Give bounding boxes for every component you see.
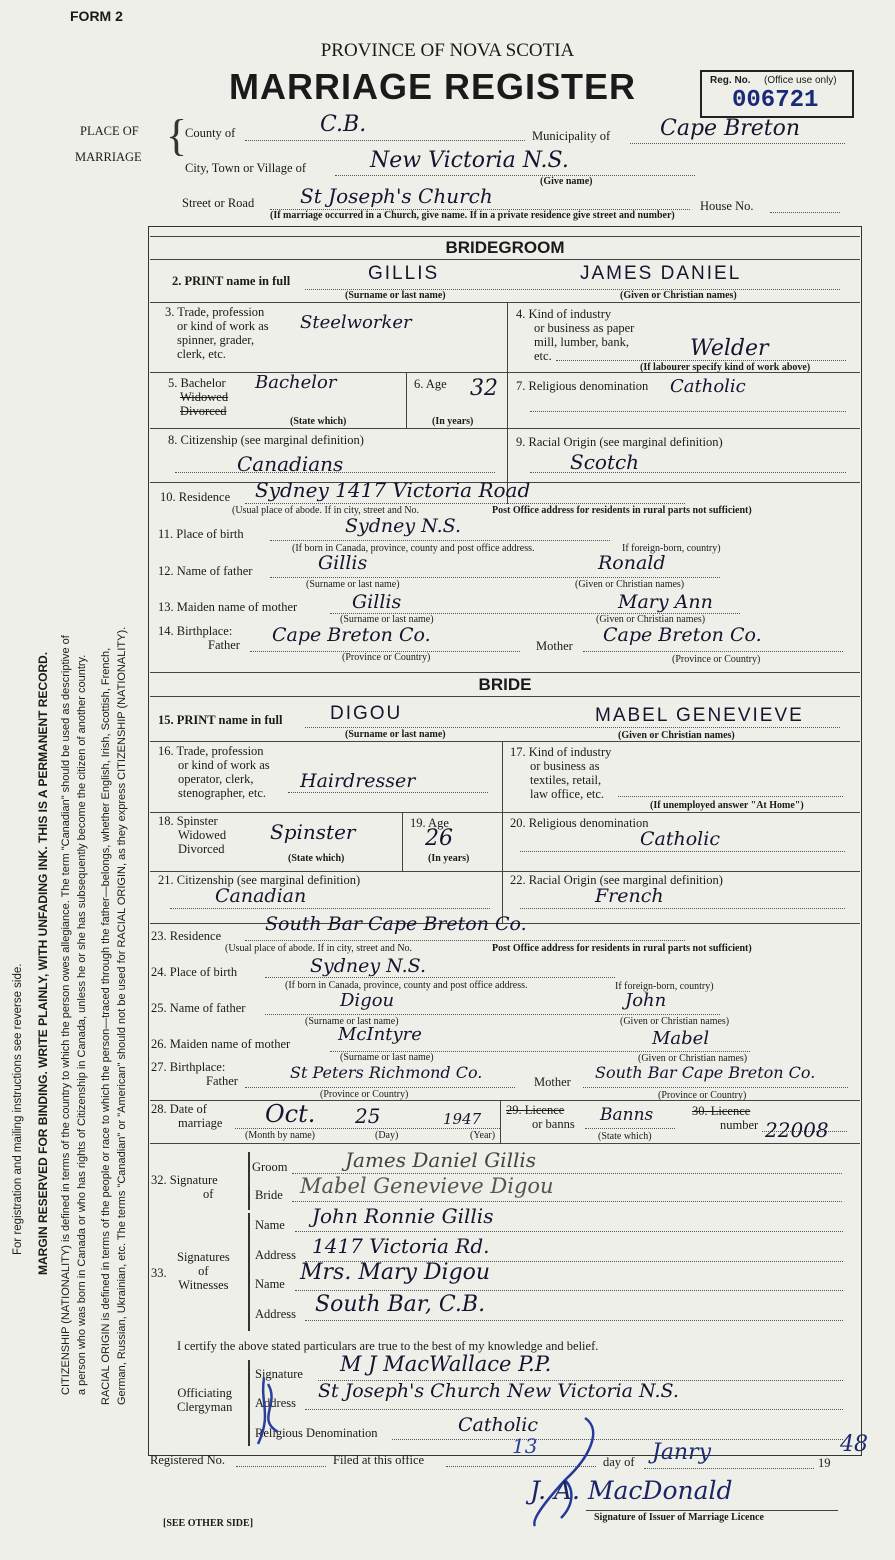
licence-number: 22008: [765, 1118, 829, 1142]
city-label: City, Town or Village of: [185, 161, 307, 175]
bride-name-line: [305, 727, 840, 728]
margin-line-2: MARGIN RESERVED FOR BINDING. WRITE PLAINLY, WITH UNFADING INK. THIS IS A PERMANENT RECORD.: [36, 651, 50, 1275]
bride-birthplace-label-2: Father: [206, 1074, 238, 1088]
marriage-day: 25: [355, 1104, 381, 1128]
bride-age: 26: [425, 826, 453, 851]
bride-mother-prov-note: (Province or Country): [658, 1090, 747, 1101]
witness2-address-line: [305, 1320, 843, 1321]
bride-religion: Catholic: [640, 828, 720, 850]
groom-origin: Scotch: [570, 450, 640, 474]
bride-surname: DIGOU: [330, 703, 403, 724]
bride-name-label-text: 15. PRINT name in full: [158, 713, 283, 727]
bride-father-label: 25. Name of father: [151, 1001, 246, 1015]
groom-citizenship: Canadians: [237, 452, 344, 476]
house-line: [770, 212, 840, 213]
bride-residence-line: [245, 940, 685, 941]
groom-birthplace-label-2: Father: [208, 638, 240, 652]
reg-number-box: [700, 70, 854, 118]
groom-status-divorced: Divorced: [180, 404, 227, 418]
bride-sig-line: [292, 1201, 842, 1202]
bride-father-surname-note: (Surname or last name): [305, 1016, 399, 1027]
groom-citizenship-line: [175, 472, 495, 473]
bride-sig-label: Bride: [255, 1188, 283, 1202]
bride-trade-line: [288, 792, 488, 793]
marriage-month: Oct.: [265, 1100, 316, 1128]
registered-label: Registered No.: [150, 1453, 225, 1467]
clergy-signature-label: Signature: [255, 1367, 303, 1381]
banns-label: [506, 1103, 575, 1131]
groom-mother-surname: Gillis: [352, 591, 402, 613]
groom-mother-label: 13. Maiden name of mother: [158, 600, 298, 614]
bride-mother-label: 26. Maiden name of mother: [151, 1037, 291, 1051]
bride-name-label: [158, 713, 282, 728]
bride-given: MABEL GENEVIEVE: [595, 705, 804, 726]
bride-status: Spinster: [270, 820, 356, 844]
county-value: C.B.: [320, 112, 367, 137]
place-label-2: MARRIAGE: [75, 150, 142, 164]
groom-father-surname-note: (Surname or last name): [306, 579, 400, 590]
groom-religion-line: [530, 411, 846, 412]
clergy-address-label: Address: [255, 1396, 296, 1410]
filed-day: 13: [512, 1434, 538, 1458]
bride-residence: South Bar Cape Breton Co.: [265, 913, 527, 935]
groom-mother-surname-note: (Surname or last name): [340, 614, 434, 625]
groom-industry-note: (If labourer specify kind of work above): [640, 362, 811, 373]
bride-birthplace-label: 24. Place of birth: [151, 965, 238, 979]
groom-industry-label-1: 4. Kind of industry: [516, 307, 612, 321]
groom-state-note: (State which): [290, 416, 347, 427]
issuer-label: Signature of Issuer of Marriage Licence: [594, 1512, 764, 1523]
bride-father-line: [265, 1014, 720, 1015]
groom-signature: James Daniel Gillis: [345, 1148, 537, 1172]
bride-age-note: (In years): [428, 853, 470, 864]
bride-status-label: [158, 814, 226, 856]
day-note: (Day): [375, 1130, 399, 1141]
signature-label: [151, 1173, 218, 1201]
witness1-address-label: Address: [255, 1248, 296, 1262]
municipality-line: [630, 143, 845, 144]
groom-given-note: (Given or Christian names): [620, 290, 737, 301]
groom-religion: Catholic: [670, 376, 746, 397]
witness1-name: John Ronnie Gillis: [312, 1204, 494, 1228]
bride-industry-line: [618, 796, 843, 797]
groom-religion-label: 7. Religious denomination: [516, 379, 649, 393]
witness2-address: South Bar, C.B.: [315, 1292, 486, 1317]
bride-birthplace-line: [265, 977, 615, 978]
bride-state-note: (State which): [288, 853, 345, 864]
county-line: [245, 140, 525, 141]
witness1-address: 1417 Victoria Rd.: [312, 1234, 490, 1258]
filed-month: Janry: [652, 1440, 712, 1465]
bride-residence-label: 23. Residence: [151, 929, 222, 943]
clergy-signature: M J MacWallace P.P.: [340, 1352, 552, 1376]
licence-number-label: number: [720, 1118, 759, 1132]
filed-month-line: [644, 1468, 814, 1469]
groom-industry-label-2: or business as paper: [534, 321, 635, 335]
groom-mother-birthplace-line: [583, 651, 843, 652]
marriage-date-label-1: 28. Date of: [151, 1102, 207, 1116]
bride-residence-note-1: (Usual place of abode. If in city, street and No.: [225, 943, 413, 954]
witness1-name-line: [295, 1231, 843, 1232]
groom-mother-given: Mary Ann: [618, 591, 713, 613]
bride-birthplace-label-1: 27. Birthplace:: [151, 1060, 226, 1074]
give-name-note: (Give name): [540, 176, 593, 187]
signature-label-2: of: [203, 1187, 214, 1201]
bride-trade: Hairdresser: [300, 770, 416, 792]
marriage-year: 1947: [443, 1110, 482, 1128]
street-value: St Joseph's Church: [300, 184, 493, 208]
groom-industry-label-3: mill, lumber, bank,: [534, 335, 629, 349]
filed-year-prefix: 19: [818, 1456, 831, 1470]
bride-parents-birthplace-label: [151, 1060, 238, 1088]
clergy-religion-line: [392, 1439, 843, 1440]
groom-residence-line: [245, 503, 685, 504]
see-other-side: [SEE OTHER SIDE]: [163, 1518, 254, 1529]
groom-trade-label-4: clerk, etc.: [177, 347, 226, 361]
bride-birthplace-note-1: (If born in Canada, province, county and post office address.: [285, 980, 528, 991]
groom-mother-prov-note: (Province or Country): [672, 654, 761, 665]
margin-line-6: German, Russian, Ukrainian, etc. The terms "Canadian" or "American" should not be used for RACIAL ORIGIN, as they express CITIZENSHIP (NATIONALITY).: [116, 626, 128, 1405]
witness-label-2: of: [198, 1264, 209, 1278]
officiating-label-1: Officiating: [177, 1386, 232, 1400]
municipality-value: Cape Breton: [660, 116, 801, 141]
blue-pen-mark: [250, 1374, 300, 1454]
groom-father-surname: Gillis: [318, 552, 368, 574]
bridegroom-heading: BRIDEGROOM: [445, 238, 565, 257]
bride-mother-birthplace: South Bar Cape Breton Co.: [595, 1063, 816, 1082]
bride-mother-birthplace-line: [583, 1087, 848, 1088]
groom-mother-birthplace-label: Mother: [536, 639, 573, 653]
groom-residence-note-1: (Usual place of abode. If in city, street and No.: [232, 505, 420, 516]
bride-origin-label: 22. Racial Origin (see marginal definition): [510, 873, 723, 887]
signature-label-1: 32. Signature: [151, 1173, 218, 1187]
bride-father-given-note: (Given or Christian names): [620, 1016, 730, 1027]
officiating-label-2: Clergyman: [177, 1400, 233, 1414]
bride-signature: Mabel Genevieve Digou: [300, 1174, 554, 1198]
groom-status-bachelor: 5. Bachelor: [168, 376, 226, 390]
bride-trade-label: [158, 744, 270, 800]
bride-trade-label-4: stenographer, etc.: [178, 786, 267, 800]
witness-label: [177, 1250, 230, 1292]
groom-age: 32: [470, 376, 498, 401]
bride-mother-given-note: (Given or Christian names): [638, 1053, 748, 1064]
groom-father-given: Ronald: [598, 552, 666, 574]
banns-label-2: or banns: [532, 1117, 575, 1131]
province-heading: PROVINCE OF NOVA SCOTIA: [320, 40, 575, 61]
certify-text: I certify the above stated particulars are true to the best of my knowledge and belief.: [177, 1339, 599, 1353]
bride-citizenship-label: 21. Citizenship (see marginal definition): [158, 873, 361, 887]
bride-origin-line: [520, 908, 845, 909]
margin-line-5: RACIAL ORIGIN is defined in terms of the people or race to which the person—traced through the father—belongs, whether English, Irish, Scottish, French,: [100, 647, 112, 1405]
groom-surname: GILLIS: [368, 263, 440, 284]
house-label: House No.: [700, 199, 754, 213]
bride-father-birthplace: St Peters Richmond Co.: [290, 1063, 483, 1082]
bride-industry-label-2: or business as: [530, 759, 600, 773]
bride-industry-label-4: law office, etc.: [530, 787, 605, 801]
bride-status-divorced: Divorced: [178, 842, 225, 856]
groom-mother-birthplace: Cape Breton Co.: [603, 624, 762, 646]
bride-mother-given: Mabel: [652, 1028, 710, 1049]
groom-age-label: 6. Age: [414, 377, 447, 391]
witness-label-3: Witnesses: [178, 1278, 229, 1292]
groom-age-note: (In years): [432, 416, 474, 427]
bride-industry-label: [510, 745, 611, 801]
licence-label: [692, 1104, 750, 1119]
street-label: Street or Road: [182, 196, 255, 210]
groom-birthplace: Sydney N.S.: [345, 515, 461, 537]
issuer-signature: J. A. MacDonald: [530, 1476, 733, 1505]
groom-parents-birthplace-label: [158, 624, 240, 652]
city-line: [335, 175, 695, 176]
bride-trade-label-3: operator, clerk,: [178, 772, 254, 786]
groom-surname-note: (Surname or last name): [345, 290, 446, 301]
bride-religion-label: 20. Religious denomination: [510, 816, 649, 830]
groom-birthplace-label-1: 14. Birthplace:: [158, 624, 233, 638]
groom-trade-label-3: spinner, grader,: [177, 333, 255, 347]
groom-mother-given-note: (Given or Christian names): [596, 614, 706, 625]
witness-number-label: 33.: [151, 1266, 167, 1280]
bride-origin: French: [595, 885, 664, 907]
bride-mother-surname: McIntyre: [338, 1024, 422, 1045]
witness-label-1: Signatures: [177, 1250, 230, 1264]
groom-trade: Steelworker: [300, 312, 412, 333]
groom-birthplace-note-2: If foreign-born, country): [622, 543, 721, 554]
bride-residence-note-2: Post Office address for residents in rural parts not sufficient): [492, 943, 752, 954]
reg-note: (Office use only): [764, 75, 837, 86]
signature-bracket: [248, 1152, 250, 1210]
margin-line-4: a person who was born in Canada or who has rights of Citizenship in Canada, unless he or she has subsequently become the citizen of another country.: [76, 654, 88, 1395]
witness2-name-label: Name: [255, 1277, 285, 1291]
banns-line: [585, 1128, 675, 1129]
groom-father-birthplace: Cape Breton Co.: [272, 624, 431, 646]
groom-industry-label: [516, 307, 634, 363]
city-value: New Victoria N.S.: [370, 148, 569, 173]
witness2-address-label: Address: [255, 1307, 296, 1321]
reg-number: 006721: [732, 87, 819, 114]
reg-label: Reg. No.: [710, 75, 751, 86]
bride-trade-label-1: 16. Trade, profession: [158, 744, 264, 758]
bride-trade-label-2: or kind of work as: [178, 758, 270, 772]
groom-status-widowed: Widowed: [180, 390, 229, 404]
place-label-1: PLACE OF: [80, 124, 139, 138]
marriage-date-label: [151, 1102, 222, 1130]
bride-citizenship-line: [170, 908, 490, 909]
bride-industry-note: (If unemployed answer "At Home"): [650, 800, 804, 811]
groom-residence-note-2: Post Office address for residents in rural parts not sufficient): [492, 505, 752, 516]
bride-father-prov-note: (Province or Country): [320, 1089, 409, 1100]
groom-origin-label: 9. Racial Origin (see marginal definition): [516, 435, 723, 449]
groom-given: JAMES DANIEL: [580, 263, 742, 284]
groom-birthplace-line: [270, 540, 610, 541]
bride-mother-birthplace-label: Mother: [534, 1075, 571, 1089]
bride-age-label: 19. Age: [410, 816, 449, 830]
bride-heading: BRIDE: [478, 675, 532, 694]
banns-state-note: (State which): [598, 1131, 652, 1142]
bride-status-widowed: Widowed: [178, 828, 227, 842]
bride-given-note: (Given or Christian names): [618, 730, 735, 741]
county-label: County of: [185, 126, 236, 140]
groom-father-prov-note: (Province or Country): [342, 652, 431, 663]
month-note: (Month by name): [245, 1130, 315, 1141]
bride-father-birthplace-line: [245, 1087, 515, 1088]
witness-bracket: [248, 1213, 250, 1331]
groom-birthplace-label: 11. Place of birth: [158, 527, 244, 541]
banns-value: Banns: [600, 1105, 654, 1125]
filed-year: 48: [840, 1432, 868, 1457]
bride-birthplace: Sydney N.S.: [310, 955, 426, 977]
groom-trade-label-1: 3. Trade, profession: [165, 305, 265, 319]
bride-industry-label-1: 17. Kind of industry: [510, 745, 612, 759]
clergy-address: St Joseph's Church New Victoria N.S.: [318, 1380, 679, 1402]
groom-residence-label: 10. Residence: [160, 490, 231, 504]
groom-status-label: [168, 376, 228, 418]
bride-birthplace-note-2: If foreign-born, country): [615, 981, 714, 992]
groom-father-given-note: (Given or Christian names): [575, 579, 685, 590]
groom-name-label: [172, 274, 290, 289]
groom-trade-label-2: or kind of work as: [177, 319, 269, 333]
groom-industry: Welder: [690, 336, 769, 361]
clergy-religion-label: Religious Denomination: [255, 1426, 378, 1440]
day-of-label: day of: [603, 1455, 635, 1469]
bride-father-given: John: [625, 990, 667, 1011]
year-note: (Year): [470, 1130, 496, 1141]
groom-status: Bachelor: [255, 372, 337, 393]
bride-religion-line: [520, 851, 845, 852]
bride-mother-surname-note: (Surname or last name): [340, 1052, 434, 1063]
groom-sig-label: Groom: [252, 1160, 288, 1174]
form-number: FORM 2: [70, 8, 123, 24]
groom-father-label: 12. Name of father: [158, 564, 253, 578]
marriage-date-line: [235, 1128, 500, 1129]
clergy-religion: Catholic: [458, 1414, 538, 1436]
page-title: MARRIAGE REGISTER: [228, 66, 637, 107]
groom-trade-label: [165, 305, 269, 361]
bride-industry-label-3: textiles, retail,: [530, 773, 602, 787]
blue-pen-flourish: [525, 1410, 605, 1530]
groom-industry-label-4: etc.: [534, 349, 552, 363]
registered-line: [236, 1466, 326, 1467]
groom-father-line: [270, 577, 720, 578]
licence-label-text: 30. Licence: [692, 1104, 751, 1118]
bride-citizenship: Canadian: [215, 885, 307, 907]
bride-status-spinster: 18. Spinster: [158, 814, 218, 828]
marriage-date-label-2: marriage: [178, 1116, 223, 1130]
margin-line-3: CITIZENSHIP (NATIONALITY) is defined in terms of the country to which the person owes allegiance. The term "Canadian" should be used as descriptive of: [60, 635, 72, 1395]
groom-citizenship-label: 8. Citizenship (see marginal definition): [168, 433, 364, 447]
groom-name-label-text: 2. PRINT name in full: [172, 274, 291, 288]
groom-birthplace-note-1: (If born in Canada, province, county and post office address.: [292, 543, 535, 554]
bride-father-surname: Digou: [340, 990, 395, 1011]
municipality-label: Municipality of: [532, 129, 611, 143]
bride-surname-note: (Surname or last name): [345, 729, 446, 740]
groom-residence: Sydney 1417 Victoria Road: [255, 478, 531, 502]
witness1-name-label: Name: [255, 1218, 285, 1232]
groom-origin-line: [530, 472, 846, 473]
banns-label-1: 29. Licence: [506, 1103, 565, 1117]
filed-label: Filed at this office: [333, 1453, 425, 1467]
officiating-label: [177, 1386, 232, 1414]
margin-line-1: For registration and mailing instructions see reverse side.: [12, 963, 24, 1255]
witness2-name-line: [295, 1290, 843, 1291]
place-brace: {: [166, 111, 188, 160]
witness2-name: Mrs. Mary Digou: [300, 1260, 491, 1285]
street-note: (If marriage occurred in a Church, give name. If in a private residence give street and number): [270, 210, 675, 221]
